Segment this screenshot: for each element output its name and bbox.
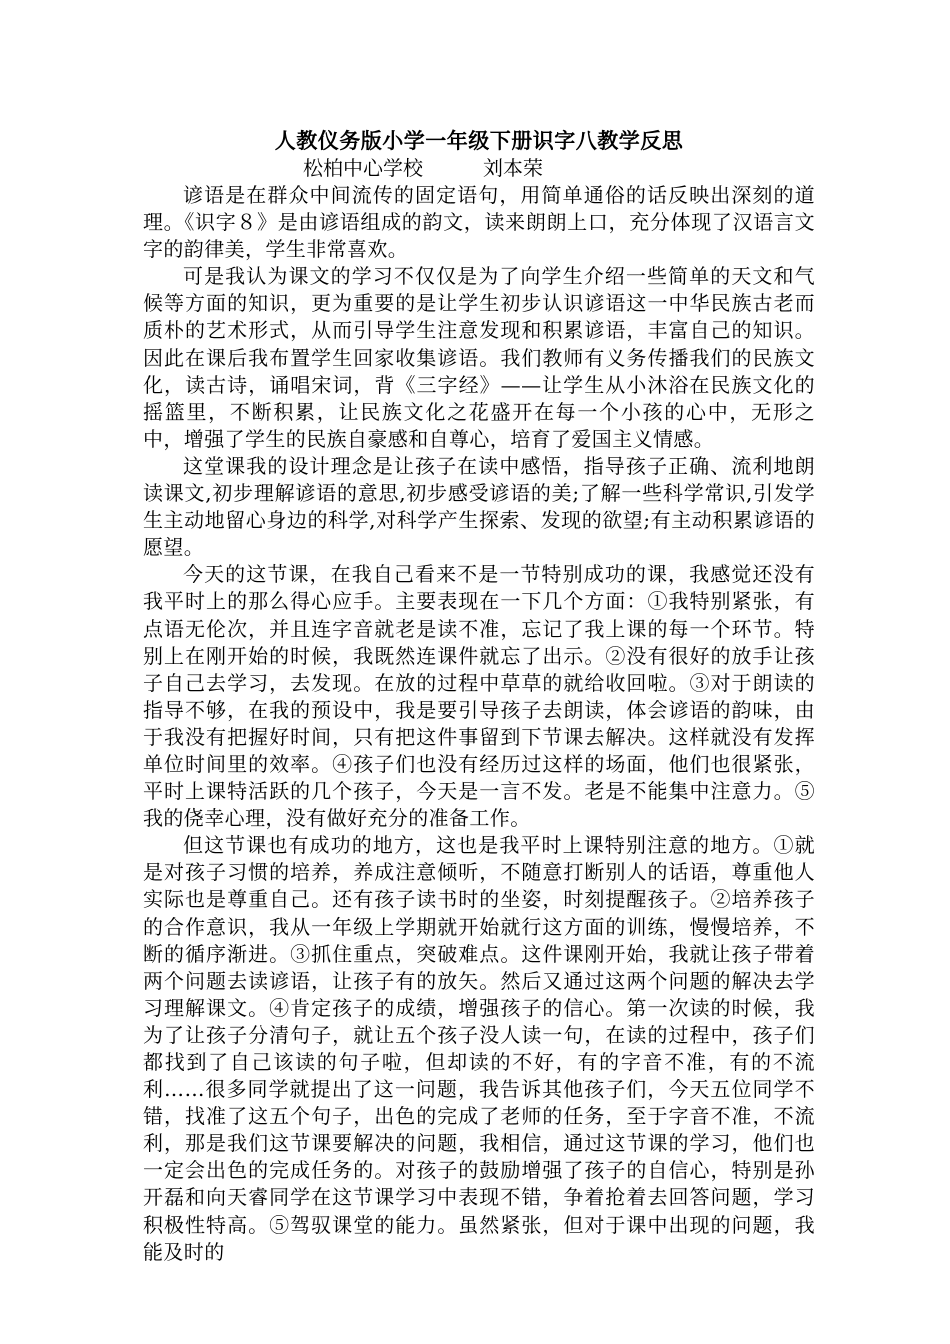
document-title: 人教仪务版小学一年级下册识字八教学反思	[274, 128, 684, 153]
school-name: 松柏中心学校	[303, 156, 423, 180]
paragraph-1: 谚语是在群众中间流传的固定语句，用简单通俗的话反映出深刻的道理。《识字８》是由谚语组成的韵文，读来朗朗上口，充分体现了汉语言文字的韵律美，学生非常喜欢。	[143, 183, 815, 262]
paragraph-5: 但这节课也有成功的地方，这也是我平时上课特别注意的地方。①就是对孩子习惯的培养，养成注意倾听，不随意打断别人的话语，尊重他人实际也是尊重自己。还有孩子读书时的坐姿，时刻提醒孩子。②培养孩子的合作意识，我从一年级上学期就开始就行这方面的训练，慢慢培养，不断的循序渐进。③抓住重点，突破难点。这件课刚开始，我就让孩子带着两个问题去读谚语，让孩子有的放矢。然后又通过这两个问题的解决去学习理解课文。④肯定孩子的成绩，增强孩子的信心。第一次读的时候，我为了让孩子分清句子，就让五个孩子没人读一句，在读的过程中，孩子们都找到了自己该读的句子啦，但却读的不好，有的字音不准，有的不流利……很多同学就提出了这一问题，我告诉其他孩子们，今天五位同学不错，找准了这五个句子，出色的完成了老师的任务，至于字音不准，不流利，那是我们这节课要解决的问题，我相信，通过这节课的学习，他们也一定会出色的完成任务的。对孩子的鼓励增强了孩子的自信心，特别是孙开磊和向天睿同学在这节课学习中表现不错，争着抢着去回答问题，学习积极性特高。⑤驾驭课堂的能力。虽然紧张，但对于课中出现的问题，我能及时的	[143, 833, 815, 1264]
document-page	[143, 127, 815, 1266]
paragraph-2: 可是我认为课文的学习不仅仅是为了向学生介绍一些简单的天文和气候等方面的知识，更为重要的是让学生初步认识谚语这一中华民族古老而质朴的艺术形式，从而引导学生注意发现和积累谚语，丰富自己的知识。因此在课后我布置学生回家收集谚语。我们教师有义务传播我们的民族文化，读古诗，诵唱宋词，背《三字经》——让学生从小沐浴在民族文化的摇篮里，不断积累，让民族文化之花盛开在每一个小孩的心中，无形之中，增强了学生的民族自豪感和自尊心，培育了爱国主义情感。	[143, 264, 815, 451]
paragraph-4: 今天的这节课，在我自己看来不是一节特别成功的课，我感觉还没有我平时上的那么得心应手。主要表现在一下几个方面：①我特别紧张，有点语无伦次，并且连字音就老是读不准，忘记了我上课的每一个环节。特别上在刚开始的时候，我既然连课件就忘了出示。②没有很好的放手让孩子自己去学习，去发现。在放的过程中草草的就给收回啦。③对于朗读的指导不够，在我的预设中，我是要引导孩子去朗读，体会谚语的韵味，由于我没有把握好时间，只有把这件事留到下节课去解决。这样就没有发挥单位时间里的效率。④孩子们也没有经历过这样的场面，他们也很紧张，平时上课特活跃的几个孩子，今天是一言不发。老是不能集中注意力。⑤我的侥幸心理，没有做好充分的准备工作。	[143, 562, 815, 831]
byline	[303, 155, 815, 182]
paragraph-3: 这堂课我的设计理念是让孩子在读中感悟，指导孩子正确、流利地朗读课文,初步理解谚语的意思,初步感受谚语的美;了解一些科学常识,引发学生主动地留心身边的科学,对科学产生探索、发现的欲望;有主动积累谚语的愿望。	[143, 453, 815, 560]
author-name: 刘本荣	[483, 156, 543, 180]
